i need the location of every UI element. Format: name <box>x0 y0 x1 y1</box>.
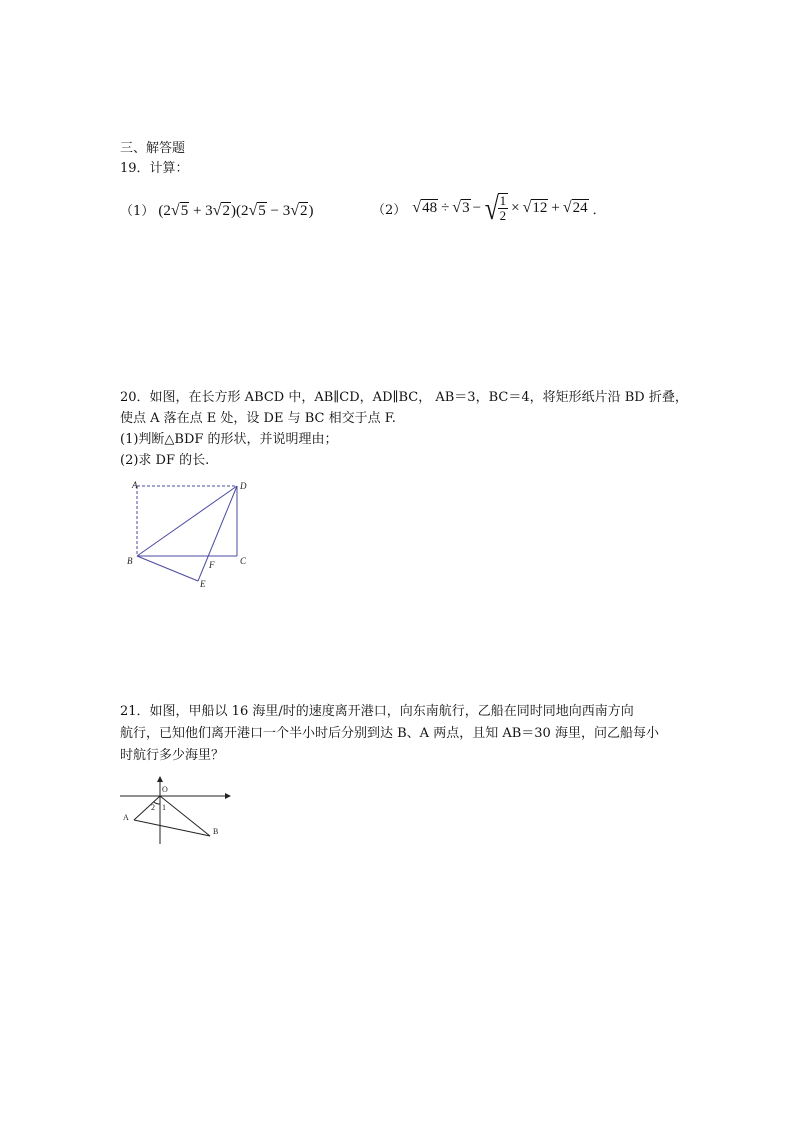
q19-part2-expression: √48 ÷ √3 − √ $\frac{1}{2}$ × √12 + √24 <box>412 190 588 226</box>
q21-figure <box>118 774 238 846</box>
q21-label-angle2: 2 <box>151 803 155 812</box>
q20-line1: 20．如图，在长方形 ABCD 中，AB∥CD，AD∥BC， AB＝3，BC＝4，将矩形纸片沿 BD 折叠， <box>120 390 688 405</box>
q19-label: 19．计算： <box>120 161 189 176</box>
q20-diagonal-bd <box>137 486 237 556</box>
q19-part1 <box>120 200 313 220</box>
q21-segment-ab <box>134 820 210 836</box>
q19-part2 <box>372 192 606 224</box>
q19-part2-label: （2） <box>372 202 407 218</box>
q21-label-a: A <box>123 813 129 822</box>
q20-label-c: C <box>240 556 247 566</box>
q21-line1: 21．如图，甲船以 16 海里/时的速度离开港口，向东南航行，乙船在同时同地向西南方向 <box>120 704 634 719</box>
q20-figure <box>120 476 260 591</box>
q20-label-b: B <box>127 556 133 566</box>
q21-label-b: B <box>213 827 219 836</box>
q19-part1-label: （1） <box>120 204 155 219</box>
section-title: 三、解答题 <box>120 141 186 156</box>
q20-label-f: F <box>209 560 215 570</box>
q21-line2: 航行，已知他们离开港口一个半小时后分别到达 B、A 两点，且知 AB＝30 海里，问乙船每小 <box>120 726 659 741</box>
q21-label-angle1: 1 <box>162 803 166 812</box>
q21-line3: 时航行多少海里？ <box>120 748 225 763</box>
q20-line4: (2)求 DF 的长. <box>120 453 210 468</box>
q20-label-a: A <box>132 480 138 490</box>
q20-line2: 使点 A 落在点 E 处，设 DE 与 BC 相交于点 F. <box>120 411 396 426</box>
q19-end-punct: ． <box>592 202 606 218</box>
q21-path-oa <box>134 796 160 820</box>
q19-part1-expression: (2√5 + 3√2)(2√5 − 3√2) <box>158 202 314 219</box>
q21-path-ob <box>160 796 210 836</box>
q20-line3: (1)判断△BDF 的形状，并说明理由； <box>120 432 338 447</box>
q20-label-d: D <box>240 481 247 491</box>
q21-label-o: O <box>162 785 168 794</box>
q20-label-e: E <box>200 579 206 589</box>
q20-edge-be <box>137 556 198 581</box>
